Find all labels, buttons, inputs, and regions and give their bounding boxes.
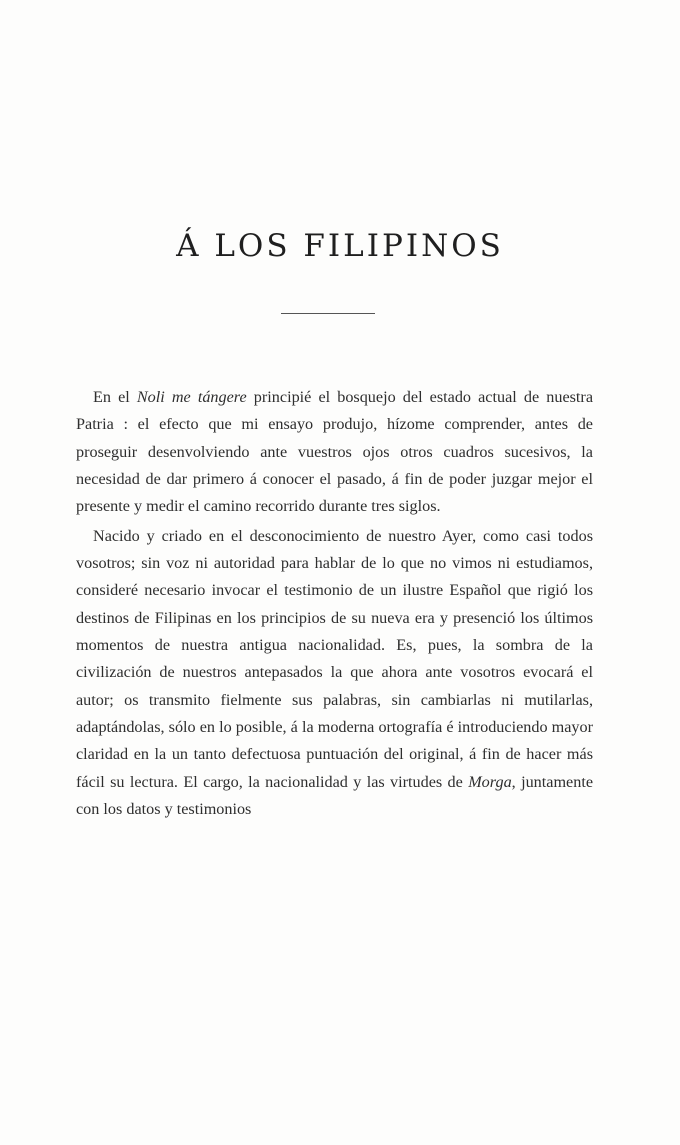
- page-title: Á LOS FILIPINOS: [176, 228, 504, 264]
- paragraph-1-text-b: principié el bosquejo del estado actual de nuestra Patria : el efecto que mi ensayo produjo, hízome comprender, antes de proseguir desenvolviendo ante vuestros ojos otros cuadros sucesivos, la necesidad de dar primero á conocer el pasado, á fin de poder juzgar mejor el presente y medir el camino recorrido durante tres siglos.: [76, 388, 593, 516]
- paragraph-1-text-a: En el: [93, 388, 137, 406]
- paragraph-2-text-a: Nacido y criado en el desconocimiento de nuestro Ayer, como casi todos vosotros; sin voz ni autoridad para hablar de lo que no vimos ni estudiamos, consideré necesario invocar el testimonio de un ilustre Español que rigió los destinos de Filipinas en los principios de su nueva era y presenció los últimos momentos de nuestra antigua nacionalidad. Es, pues, la sombra de la civilización de nuestros antepasados la que ahora ante vosotros evocará el autor; os transmito fielmente sus palabras, sin cambiarlas ni mutilarlas, adaptándolas, sólo en lo posible, á la moderna ortografía é introduciendo mayor claridad en la un tanto defectuosa puntuación del original, á fin de hacer más fácil su lectura. El cargo, la nacionalidad y las virtudes de: [76, 526, 593, 791]
- title-divider: [281, 313, 375, 314]
- body-text: [76, 384, 593, 824]
- paragraph-2-text-b: , juntamente con los datos y testimonios: [76, 772, 594, 819]
- paragraph-1: [76, 384, 593, 521]
- paragraph-1-book-title: Noli me tángere: [136, 388, 247, 406]
- paragraph-2-author-name: Morga: [468, 772, 512, 791]
- paragraph-2: [76, 523, 593, 824]
